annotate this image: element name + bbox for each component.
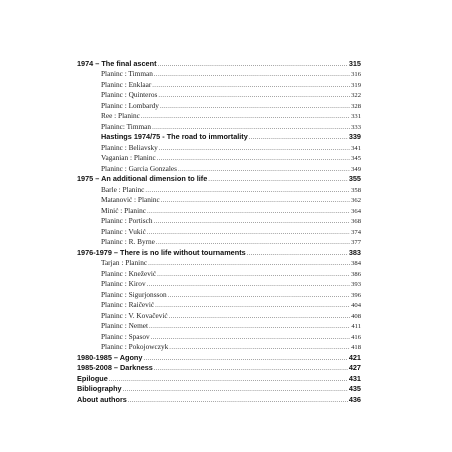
dot-leader [157,271,350,278]
toc-entry [77,110,361,121]
toc-page-number: 427 [348,363,361,372]
toc-entry-label: Planinc: Timman [101,121,152,131]
toc-entry-label: Planinc : Spasov [101,331,150,341]
toc-page-number: 319 [351,81,361,89]
toc-page-number: 341 [351,144,361,152]
toc-entry-label: Planinc : Vukić [101,226,146,236]
toc-entry-label: Planinc : Kirov [101,279,146,288]
dot-leader [154,71,350,78]
dot-leader [149,323,350,330]
toc-entry [77,194,361,205]
toc-page-number: 315 [348,58,361,68]
dot-leader [151,334,350,341]
toc-entry-label: Minić : Planinc [101,205,146,215]
dot-leader [152,124,350,131]
toc-entry-label: Planinc : Raičević [101,300,155,309]
toc-entry [77,141,361,152]
toc-entry [77,99,361,110]
toc-page-number: 435 [348,384,361,393]
toc-entry-label: Planinc : Timman [101,69,153,78]
dot-leader [123,386,348,393]
dot-leader [169,313,351,320]
toc-entry [77,162,361,173]
toc-entry [77,320,361,331]
toc-page-number: 322 [351,92,361,99]
toc-chapter-heading [77,131,361,142]
toc-entry-label: Planinc : V. Kovačević [101,310,168,320]
toc-chapter-heading [77,383,361,394]
toc-page-number: 316 [351,71,361,78]
dot-leader [161,197,350,204]
toc-entry-label: Planinc : Quinteros [101,90,158,99]
toc-page-number: 383 [348,247,361,257]
toc-page-number: 404 [351,302,361,309]
toc-entry [77,257,361,268]
toc-entry-label: 1980-1985 – Agony [77,352,143,362]
toc-page-number: 331 [351,113,361,120]
toc-page-number: 368 [351,218,361,225]
dot-leader [159,145,350,152]
dot-leader [152,82,350,89]
toc-entry-label: About authors [77,394,127,404]
toc-entry [77,288,361,299]
toc-entry [77,278,361,289]
toc-page-number: 328 [351,102,361,110]
toc-page-number: 339 [348,132,361,141]
toc-entry-label: Planinc : Lombardy [101,100,159,110]
toc-page-number: 358 [351,186,361,194]
toc-entry [77,215,361,226]
toc-entry-label: Barle : Planinc [101,184,145,194]
dot-leader [154,365,348,372]
toc-entry [77,120,361,131]
toc-page-number: 349 [351,165,361,173]
toc-entry [77,183,361,194]
toc-entry [77,309,361,320]
dot-leader [145,187,350,194]
dot-leader [109,376,348,383]
toc-entry [77,236,361,247]
toc-entry-label: Vaganian : Planinc [101,153,156,162]
dot-leader [156,239,350,246]
toc-page-number: 374 [351,228,361,236]
dot-leader [178,166,350,173]
toc-entry-label: Planinc : Knežević [101,268,157,278]
toc-chapter-heading [77,246,361,257]
toc-entry-label: Epilogue [77,373,108,383]
dot-leader [158,92,350,99]
dot-leader [160,103,350,110]
dot-leader [168,292,350,299]
dot-leader [249,134,348,141]
toc-entry-label: Planinc : Garcia Gonzales [101,163,177,173]
toc-page-number: 416 [351,333,361,341]
dot-leader [147,281,351,288]
toc-entry-label: Planinc : Nemet [101,321,149,330]
dot-leader [141,113,350,120]
toc-entry-label: Planinc : Enklaar [101,79,152,89]
toc-page-number: 333 [351,123,361,131]
dot-leader [143,355,347,362]
toc-entry-label: Matanović : Planinc [101,195,160,204]
toc-entry-label: Bibliography [77,384,122,393]
toc-page-number: 384 [351,260,361,267]
toc-entry-label: Planinc : R. Byrne [101,237,155,246]
dot-leader [155,302,350,309]
toc-page-number: 396 [351,291,361,299]
toc-entry [77,152,361,163]
toc-page-number: 436 [348,394,361,404]
toc-entry [77,330,361,341]
toc-entry-label: Tarjan : Planinc [101,258,148,267]
dot-leader [158,61,348,68]
dot-leader [128,397,348,404]
toc-page-number: 355 [348,174,361,183]
dot-leader [147,208,350,215]
toc-page-number: 421 [348,352,361,362]
dot-leader [169,344,350,351]
toc-page-number: 408 [351,312,361,320]
toc-entry [77,89,361,100]
toc-entry [77,78,361,89]
toc-entry [77,267,361,278]
dot-leader [153,218,350,225]
toc-entry-label: 1976-1979 – There is no life without tournaments [77,247,246,257]
toc-entry-label: Planinc : Portisch [101,216,153,225]
toc-entry [77,299,361,310]
toc-page-number: 377 [351,239,361,246]
toc-entry-label: 1985-2008 – Darkness [77,363,153,372]
toc-page-number: 386 [351,270,361,278]
toc-entry [77,341,361,352]
toc-page-number: 431 [348,373,361,383]
toc-page-number: 411 [351,323,361,330]
dot-leader [147,229,350,236]
toc-entry-label: Planinc : Pokojowczyk [101,342,169,351]
toc-chapter-heading [77,393,361,404]
toc-chapter-heading [77,173,361,184]
toc-page-number: 393 [351,281,361,288]
toc-entry-label: Planinc : Beliavsky [101,142,158,152]
toc-page-number: 362 [351,197,361,204]
toc-page-number: 364 [351,207,361,215]
dot-leader [148,260,350,267]
toc-chapter-heading [77,57,361,68]
table-of-contents [77,57,361,404]
dot-leader [247,250,348,257]
toc-entry-label: Ree : Planinc [101,111,140,120]
toc-page-number: 418 [351,344,361,351]
toc-entry [77,204,361,215]
toc-entry-label: Planinc : Sigurjonsson [101,289,167,299]
dot-leader [157,155,350,162]
toc-chapter-heading [77,372,361,383]
toc-entry [77,225,361,236]
toc-page-number: 345 [351,155,361,162]
toc-chapter-heading [77,351,361,362]
toc-entry-label: 1975 – An additional dimension to life [77,174,208,183]
toc-entry-label: Hastings 1974/75 - The road to immortality [101,132,248,141]
toc-chapter-heading [77,362,361,373]
dot-leader [208,176,348,183]
toc-entry [77,68,361,79]
toc-entry-label: 1974 – The final ascent [77,58,157,68]
